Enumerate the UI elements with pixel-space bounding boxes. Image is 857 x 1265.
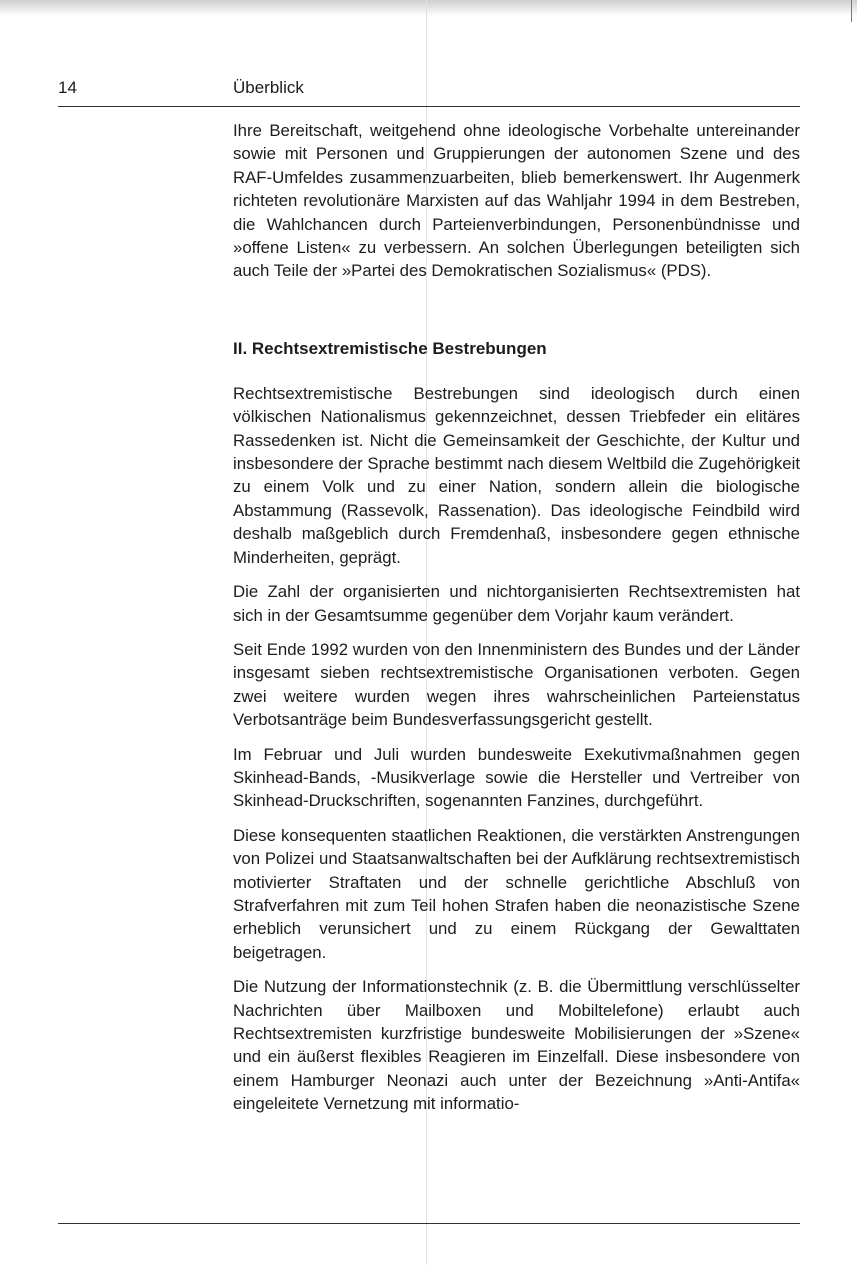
paragraph-executive-measures: Im Februar und Juli wurden bundesweite Exekutivmaßnahmen gegen Skinhead-Bands, -Musikverlage sowie die Hersteller und Vertreiber von Skinhead-Druckschriften, sogenannten Fanzines, durchgeführt. <box>233 744 800 811</box>
paragraph-definition: Rechtsextremistische Bestrebungen sind ideologisch durch einen völkischen Nationalismus gekennzeichnet, dessen Triebfeder ein elitäres Rassedenken ist. Nicht die Gemeinsamkeit der Geschichte, der Kultur und insbesondere der Sprache bestimmt nach diesem Weltbild die Zugehörigkeit zu einem Volk und zu einer Nation, sondern allein die biologische Abstammung (Rassevolk, Rassenation). Das ideologische Feindbild wird deshalb maßgeblich durch Fremdenhaß, insbesondere gegen ethnische Minderheiten, geprägt. <box>233 383 800 567</box>
text-column <box>233 119 800 1127</box>
running-title: Überblick <box>233 78 304 97</box>
scan-edge-mark <box>851 0 852 22</box>
intro-paragraph: Ihre Bereitschaft, weitgehend ohne ideologische Vorbehalte untereinander sowie mit Personen und Gruppierungen der autonomen Szene und des RAF-Umfeldes zusammenzuarbeiten, blieb bemerkenswert. Ihr Augenmerk richteten revolutionäre Marxisten auf das Wahljahr 1994 in dem Bestreben, die Wahlchancen durch Parteienverbindungen, Personenbündnisse und »offene Listen« zu verbessern. An solchen Überlegungen beteiligten sich auch Teile der »Partei des Demokratischen Sozialismus« (PDS). <box>233 121 800 281</box>
section-heading-block <box>233 338 800 360</box>
scan-top-shadow <box>0 0 857 16</box>
paragraph-count: Die Zahl der organisierten und nichtorganisierten Rechtsextremisten hat sich in der Gesamtsumme gegenüber dem Vorjahr kaum verändert. <box>233 582 800 625</box>
paragraph-state-reactions: Diese konsequenten staatlichen Reaktionen, die verstärkten Anstrengungen von Polizei und Staatsanwaltschaften bei der Aufklärung rechtsextremistisch motivierter Straftaten und der schnelle gerichtliche Abschluß von Strafverfahren mit zum Teil hohen Strafen haben die neonazistische Szene erheblich verunsichert und zu einem Rückgang der Gewalttaten beigetragen. <box>233 825 800 962</box>
footer-rule <box>58 1223 800 1224</box>
paragraph-bans: Seit Ende 1992 wurden von den Innenministern des Bundes und der Länder insgesamt sieben rechtsextremistische Organisationen verboten. Gegen zwei weitere wurden wegen ihres wahrscheinlichen Parteienstatus Verbotsanträge beim Bundesverfassungsgericht gestellt. <box>233 639 800 730</box>
header-rule <box>58 106 800 107</box>
paragraph-information-technology: Die Nutzung der Informationstechnik (z. B. die Übermittlung verschlüsselter Nachrichten über Mailboxen und Mobiltelefone) erlaubt auch Rechtsextremisten kurzfristige bundesweite Mobilisierungen der »Szene« und ein äußerst flexibles Reagieren im Einzelfall. Diese insbesondere von einem Hamburger Neonazi auch unter der Bezeichnung »Anti-Antifa« eingeleitete Vernetzung mit informatio- <box>233 977 800 1114</box>
page-number: 14 <box>58 78 77 97</box>
section-heading: II. Rechtsextremistische Bestrebungen <box>233 338 547 358</box>
